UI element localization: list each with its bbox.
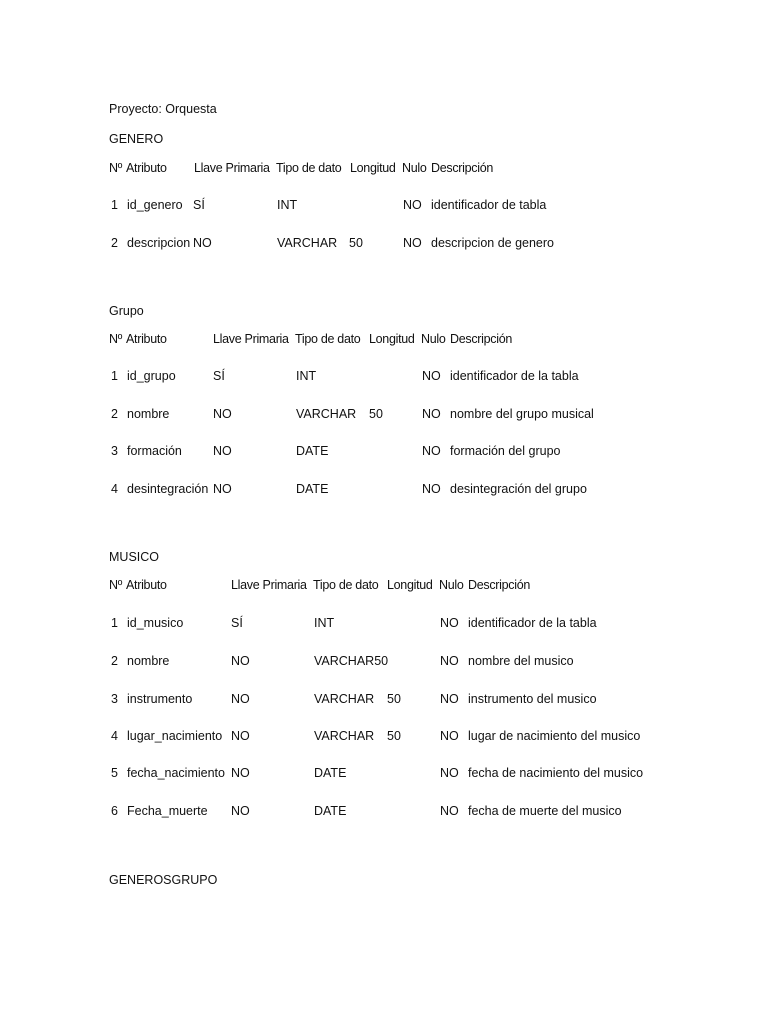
row-number: 3 bbox=[111, 692, 118, 706]
row-llave: SÍ bbox=[193, 198, 205, 212]
header-num: Nº bbox=[109, 161, 122, 175]
row-nulo: NO bbox=[403, 198, 422, 212]
header-atributo: Atributo bbox=[126, 161, 167, 175]
row-atributo: instrumento bbox=[127, 692, 193, 706]
row-number: 2 bbox=[111, 236, 118, 250]
row-llave: NO bbox=[193, 236, 212, 250]
row-descripcion: nombre del musico bbox=[468, 654, 574, 668]
row-nulo: NO bbox=[440, 804, 459, 818]
row-tipo: VARCHAR bbox=[296, 407, 357, 421]
row-number: 3 bbox=[111, 444, 118, 458]
row-longitud: 50 bbox=[387, 692, 401, 706]
row-number: 5 bbox=[111, 766, 118, 780]
project-title: Proyecto: Orquesta bbox=[109, 102, 217, 116]
row-number: 6 bbox=[111, 804, 118, 818]
row-atributo: descripcion bbox=[127, 236, 191, 250]
row-number: 1 bbox=[111, 616, 118, 630]
row-llave: SÍ bbox=[213, 369, 225, 383]
header-num: Nº bbox=[109, 578, 122, 592]
row-descripcion: identificador de tabla bbox=[431, 198, 547, 212]
row-nulo: NO bbox=[422, 444, 441, 458]
row-nulo: NO bbox=[440, 766, 459, 780]
header-llave-primaria: Llave Primaria bbox=[194, 161, 270, 175]
row-tipo: DATE bbox=[314, 766, 347, 780]
row-llave: NO bbox=[231, 766, 250, 780]
row-number: 1 bbox=[111, 198, 118, 212]
row-tipo: VARCHAR bbox=[277, 236, 338, 250]
header-llave-primaria: Llave Primaria bbox=[213, 332, 289, 346]
row-tipo: VARCHAR bbox=[314, 729, 375, 743]
row-atributo: nombre bbox=[127, 407, 170, 421]
row-number: 2 bbox=[111, 407, 118, 421]
row-nulo: NO bbox=[422, 482, 441, 496]
row-nulo: NO bbox=[440, 729, 459, 743]
header-descripcion: Descripción bbox=[450, 332, 513, 346]
table-title-musico: MUSICO bbox=[109, 550, 159, 564]
row-atributo: lugar_nacimiento bbox=[127, 729, 223, 743]
row-nulo: NO bbox=[440, 616, 459, 630]
row-atributo: desintegración bbox=[127, 482, 209, 496]
row-tipo: INT bbox=[314, 616, 335, 630]
header-descripcion: Descripción bbox=[468, 578, 531, 592]
row-descripcion: identificador de la tabla bbox=[450, 369, 579, 383]
row-tipo: VARCHAR50 bbox=[314, 654, 389, 668]
row-nulo: NO bbox=[422, 407, 441, 421]
row-number: 2 bbox=[111, 654, 118, 668]
row-descripcion: instrumento del musico bbox=[468, 692, 597, 706]
row-longitud: 50 bbox=[387, 729, 401, 743]
row-llave: NO bbox=[213, 444, 232, 458]
header-atributo: Atributo bbox=[126, 332, 167, 346]
header-longitud: Longitud bbox=[350, 161, 396, 175]
header-nulo: Nulo bbox=[402, 161, 427, 175]
row-atributo: nombre bbox=[127, 654, 170, 668]
row-tipo: VARCHAR bbox=[314, 692, 375, 706]
table-title-generosgrupo: GENEROSGRUPO bbox=[109, 873, 218, 887]
row-atributo: formación bbox=[127, 444, 182, 458]
row-descripcion: fecha de nacimiento del musico bbox=[468, 766, 644, 780]
row-nulo: NO bbox=[440, 654, 459, 668]
row-llave: NO bbox=[231, 654, 250, 668]
row-number: 4 bbox=[111, 729, 118, 743]
table-title-genero: GENERO bbox=[109, 132, 164, 146]
row-llave: NO bbox=[231, 692, 250, 706]
row-tipo: DATE bbox=[296, 482, 329, 496]
header-tipo-dato: Tipo de dato bbox=[313, 578, 379, 592]
row-atributo: id_genero bbox=[127, 198, 183, 212]
row-descripcion: fecha de muerte del musico bbox=[468, 804, 622, 818]
row-llave: NO bbox=[231, 804, 250, 818]
row-llave: NO bbox=[213, 407, 232, 421]
row-atributo: fecha_nacimiento bbox=[127, 766, 225, 780]
row-llave: NO bbox=[231, 729, 250, 743]
row-number: 1 bbox=[111, 369, 118, 383]
row-descripcion: identificador de la tabla bbox=[468, 616, 597, 630]
header-nulo: Nulo bbox=[439, 578, 464, 592]
row-descripcion: desintegración del grupo bbox=[450, 482, 587, 496]
row-nulo: NO bbox=[422, 369, 441, 383]
row-tipo: DATE bbox=[314, 804, 347, 818]
row-llave: NO bbox=[213, 482, 232, 496]
row-number: 4 bbox=[111, 482, 118, 496]
header-longitud: Longitud bbox=[387, 578, 433, 592]
table-title-grupo: Grupo bbox=[109, 304, 144, 318]
header-nulo: Nulo bbox=[421, 332, 446, 346]
row-tipo: INT bbox=[296, 369, 317, 383]
row-atributo: Fecha_muerte bbox=[127, 804, 208, 818]
row-atributo: id_musico bbox=[127, 616, 184, 630]
header-atributo: Atributo bbox=[126, 578, 167, 592]
header-num: Nº bbox=[109, 332, 122, 346]
row-descripcion: descripcion de genero bbox=[431, 236, 554, 250]
row-descripcion: formación del grupo bbox=[450, 444, 561, 458]
row-tipo: INT bbox=[277, 198, 298, 212]
row-nulo: NO bbox=[403, 236, 422, 250]
header-descripcion: Descripción bbox=[431, 161, 494, 175]
header-tipo-dato: Tipo de dato bbox=[295, 332, 361, 346]
row-llave: SÍ bbox=[231, 616, 243, 630]
row-longitud: 50 bbox=[369, 407, 383, 421]
row-nulo: NO bbox=[440, 692, 459, 706]
row-tipo: DATE bbox=[296, 444, 329, 458]
header-longitud: Longitud bbox=[369, 332, 415, 346]
row-longitud: 50 bbox=[349, 236, 363, 250]
header-tipo-dato: Tipo de dato bbox=[276, 161, 342, 175]
row-descripcion: nombre del grupo musical bbox=[450, 407, 594, 421]
header-llave-primaria: Llave Primaria bbox=[231, 578, 307, 592]
row-atributo: id_grupo bbox=[127, 369, 176, 383]
row-descripcion: lugar de nacimiento del musico bbox=[468, 729, 641, 743]
